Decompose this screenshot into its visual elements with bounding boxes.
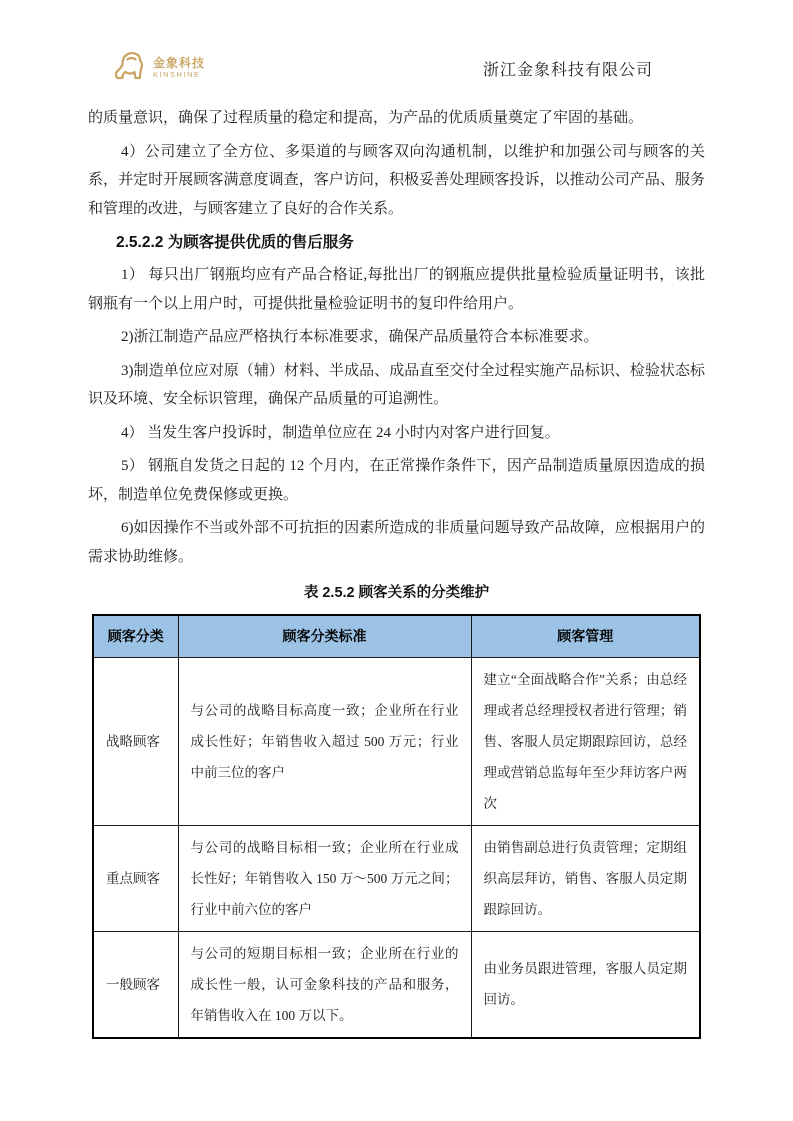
logo-brand-en: KINSHINE	[153, 70, 201, 80]
list-item-4: 4） 当发生客户投诉时，制造单位应在 24 小时内对客户进行回复。	[121, 424, 560, 441]
cell-management: 建立“全面战略合作”关系；由总经理或者总经理授权者进行管理；销售、客服人员定期跟踪回访，总经理或营销总监每年至少拜访客户两次	[471, 657, 700, 825]
logo-wordmark	[153, 57, 205, 79]
table-row	[93, 825, 700, 931]
document-body	[0, 92, 793, 1039]
table-row	[93, 657, 700, 825]
list-item-1: 1） 每只出厂钢瓶均应有产品合格证,每批出厂的钢瓶应提供批量检验质量证明书，该批钢瓶有一个以上用户时，可提供批量检验证明书的复印件给用户。	[88, 267, 705, 312]
table-caption: 表 2.5.2 顾客关系的分类维护	[303, 585, 490, 601]
paragraph-continuation: 的质量意识，确保了过程质量的稳定和提高，为产品的优质质量奠定了牢固的基础。	[88, 110, 644, 126]
section-heading: 2.5.2.2 为顾客提供优质的售后服务	[116, 234, 354, 251]
cell-category: 战略顾客	[93, 657, 178, 825]
document-header	[0, 0, 793, 92]
customer-classification-table	[92, 614, 701, 1039]
list-item-5: 5） 钢瓶自发货之日起的 12 个月内，在正常操作条件下，因产品制造质量原因造成的损坏，制造单位免费保修或更换。	[88, 458, 705, 503]
table-row	[93, 931, 700, 1038]
cell-criteria: 与公司的战略目标相一致；企业所在行业成长性好；年销售收入 150 万～500 万元之间；行业中前六位的客户	[178, 825, 471, 931]
column-header-criteria: 顾客分类标准	[178, 615, 471, 657]
cell-management: 由业务员跟进管理，客服人员定期回访。	[471, 931, 700, 1038]
cell-management: 由销售副总进行负责管理；定期组织高层拜访，销售、客服人员定期跟踪回访。	[471, 825, 700, 931]
company-logo	[112, 49, 205, 88]
cell-category: 重点顾客	[93, 825, 178, 931]
list-item-6: 6)如因操作不当或外部不可抗拒的因素所造成的非质量问题导致产品故障，应根据用户的需求协助维修。	[88, 520, 705, 565]
table-header-row	[93, 615, 700, 657]
logo-brand-cn: 金象科技	[153, 56, 206, 71]
list-item-3: 3)制造单位应对原（辅）材料、半成品、成品直至交付全过程实施产品标识、检验状态标识及环境、安全标识管理，确保产品质量的可追溯性。	[88, 362, 705, 407]
column-header-category: 顾客分类	[93, 615, 178, 657]
cell-criteria: 与公司的战略目标高度一致；企业所在行业成长性好；年销售收入超过 500 万元；行业中前三位的客户	[178, 657, 471, 825]
cell-category: 一般顾客	[93, 931, 178, 1038]
list-item-2: 2)浙江制造产品应严格执行本标准要求，确保产品质量符合本标准要求。	[121, 329, 599, 345]
paragraph-item-4: 4）公司建立了全方位、多渠道的与顾客双向沟通机制，以维护和加强公司与顾客的关系，并定时开展顾客满意度调查，客户访问，积极妥善处理顾客投诉，以推动公司产品、服务和管理的改进，与顾客建立了良好的合作关系。	[88, 143, 705, 217]
column-header-management: 顾客管理	[471, 615, 700, 657]
elephant-logo-icon	[112, 49, 148, 88]
cell-criteria: 与公司的短期目标相一致；企业所在行业的成长性一般，认可金象科技的产品和服务，年销售收入在 100 万以下。	[178, 931, 471, 1038]
company-name: 浙江金象科技有限公司	[482, 61, 653, 79]
